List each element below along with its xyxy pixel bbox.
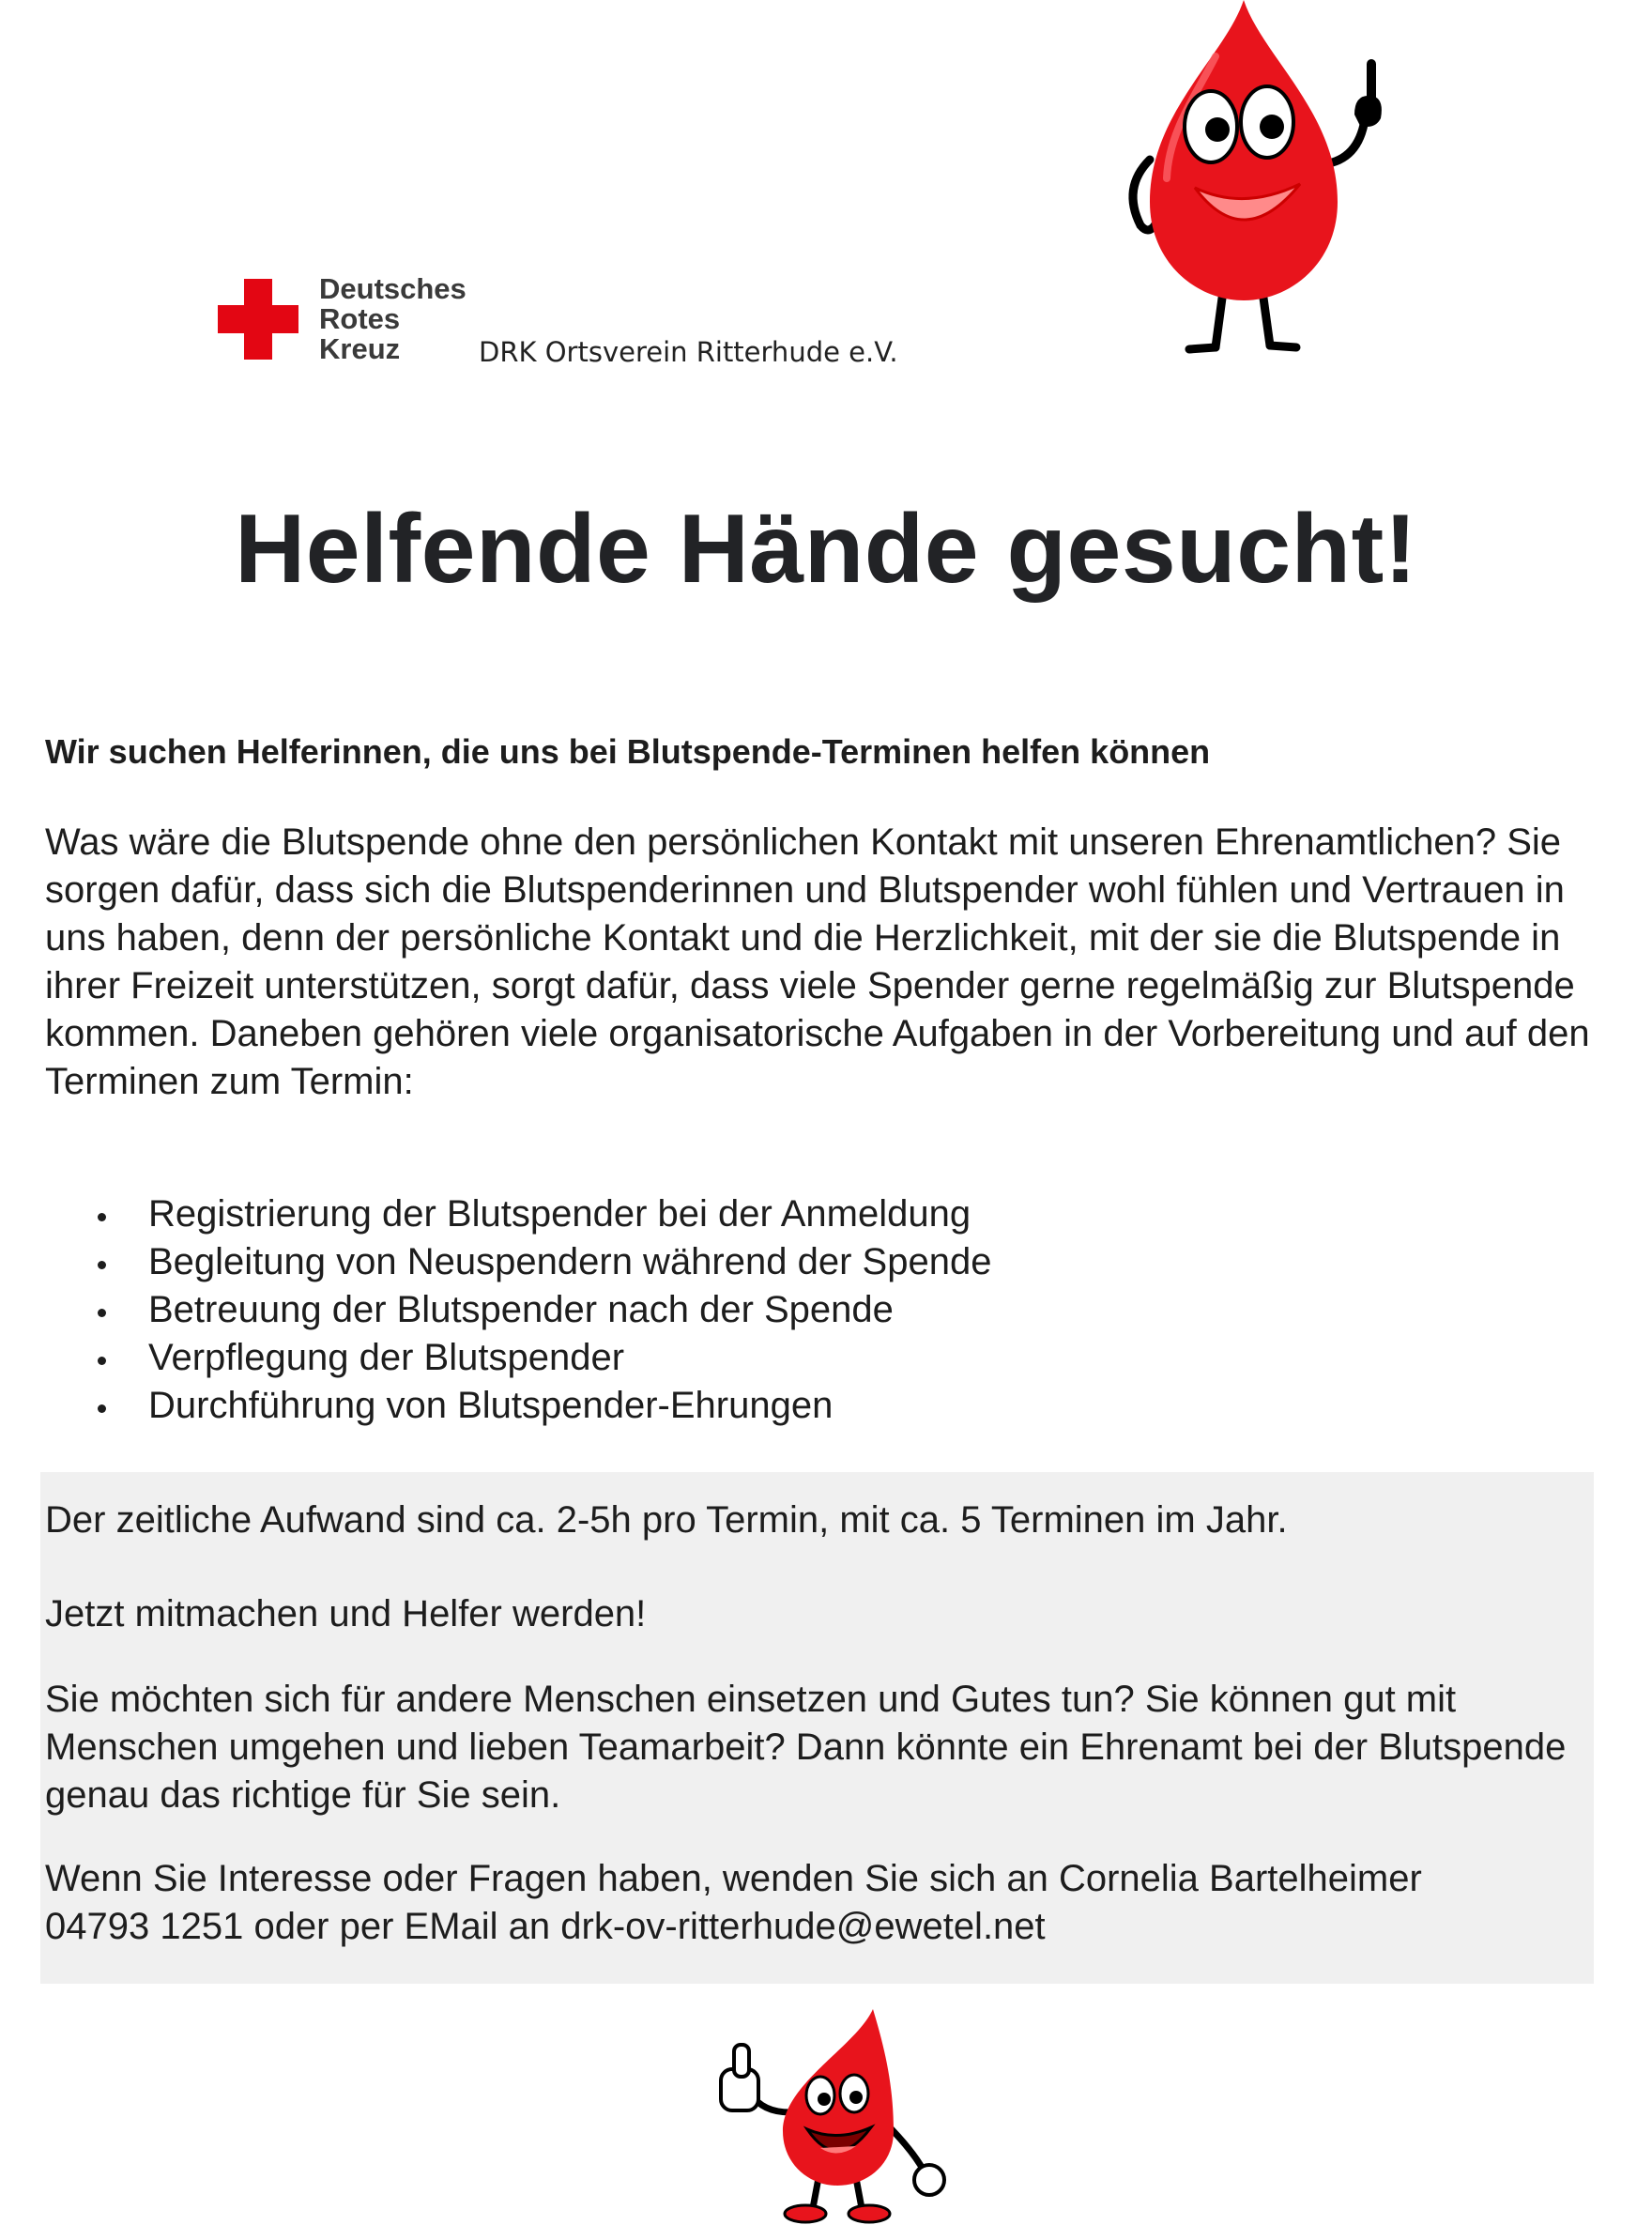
- blood-drop-mascot-pointing-icon: [1112, 0, 1422, 371]
- list-item: Durchführung von Blutspender-Ehrungen: [94, 1382, 991, 1430]
- red-cross-logo-icon: [218, 279, 298, 360]
- info-box: [40, 1472, 1594, 1984]
- pitch-paragraph: Sie möchten sich für andere Menschen einsetzen und Gutes tun? Sie können gut mit Menschen umgehen und lieben Teamarbeit? Dann könnte ein Ehrenamt bei der Blutspende genau das richtige für Sie sein.: [45, 1679, 1567, 1816]
- logo-line-3: Kreuz: [319, 332, 401, 365]
- subheadline: Wir suchen Helferinnen, die uns bei Blutspende-Terminen helfen können: [45, 732, 1211, 771]
- intro-paragraph: Was wäre die Blutspende ohne den persönlichen Kontakt mit unseren Ehrenamtlichen? Sie sorgen dafür, dass sich die Blutspenderinnen und Blutspender wohl fühlen und Vertrauen in uns haben, denn der persönliche Kontakt und die Herzlichkeit, mit der sie die Blutspende in ihrer Freizeit unterstützen, sorgt dafür, dass viele Spender gerne regelmäßig zur Blutspende kommen. Daneben gehören viele organisatorische Aufgaben in der Vorbereitung und auf den Terminen zum Termin:: [45, 821, 1590, 1102]
- page-title: Helfende Hände gesucht!: [235, 495, 1417, 604]
- logo-line-1: Deutsches: [319, 272, 467, 305]
- list-item: Betreuung der Blutspender nach der Spende: [94, 1286, 991, 1334]
- organization-name: DRK Ortsverein Ritterhude e.V.: [479, 336, 898, 368]
- contact-line-1: Wenn Sie Interesse oder Fragen haben, wenden Sie sich an Cornelia Bartelheimer: [45, 1858, 1422, 1899]
- effort-text: Der zeitliche Aufwand sind ca. 2-5h pro Termin, mit ca. 5 Terminen im Jahr.: [45, 1499, 1288, 1541]
- drk-logo-wordmark: [319, 274, 467, 364]
- logo-line-2: Rotes: [319, 302, 401, 335]
- contact-line-2: 04793 1251 oder per EMail an drk-ov-ritterhude@ewetel.net: [45, 1906, 1046, 1947]
- list-item: Verpflegung der Blutspender: [94, 1334, 991, 1382]
- task-list: [94, 1190, 991, 1430]
- list-item: Registrierung der Blutspender bei der Anmeldung: [94, 1190, 991, 1238]
- call-to-action: Jetzt mitmachen und Helfer werden!: [45, 1593, 647, 1634]
- blood-drop-mascot-thumbs-up-icon: [715, 2009, 961, 2225]
- list-item: Begleitung von Neuspendern während der Spende: [94, 1238, 991, 1286]
